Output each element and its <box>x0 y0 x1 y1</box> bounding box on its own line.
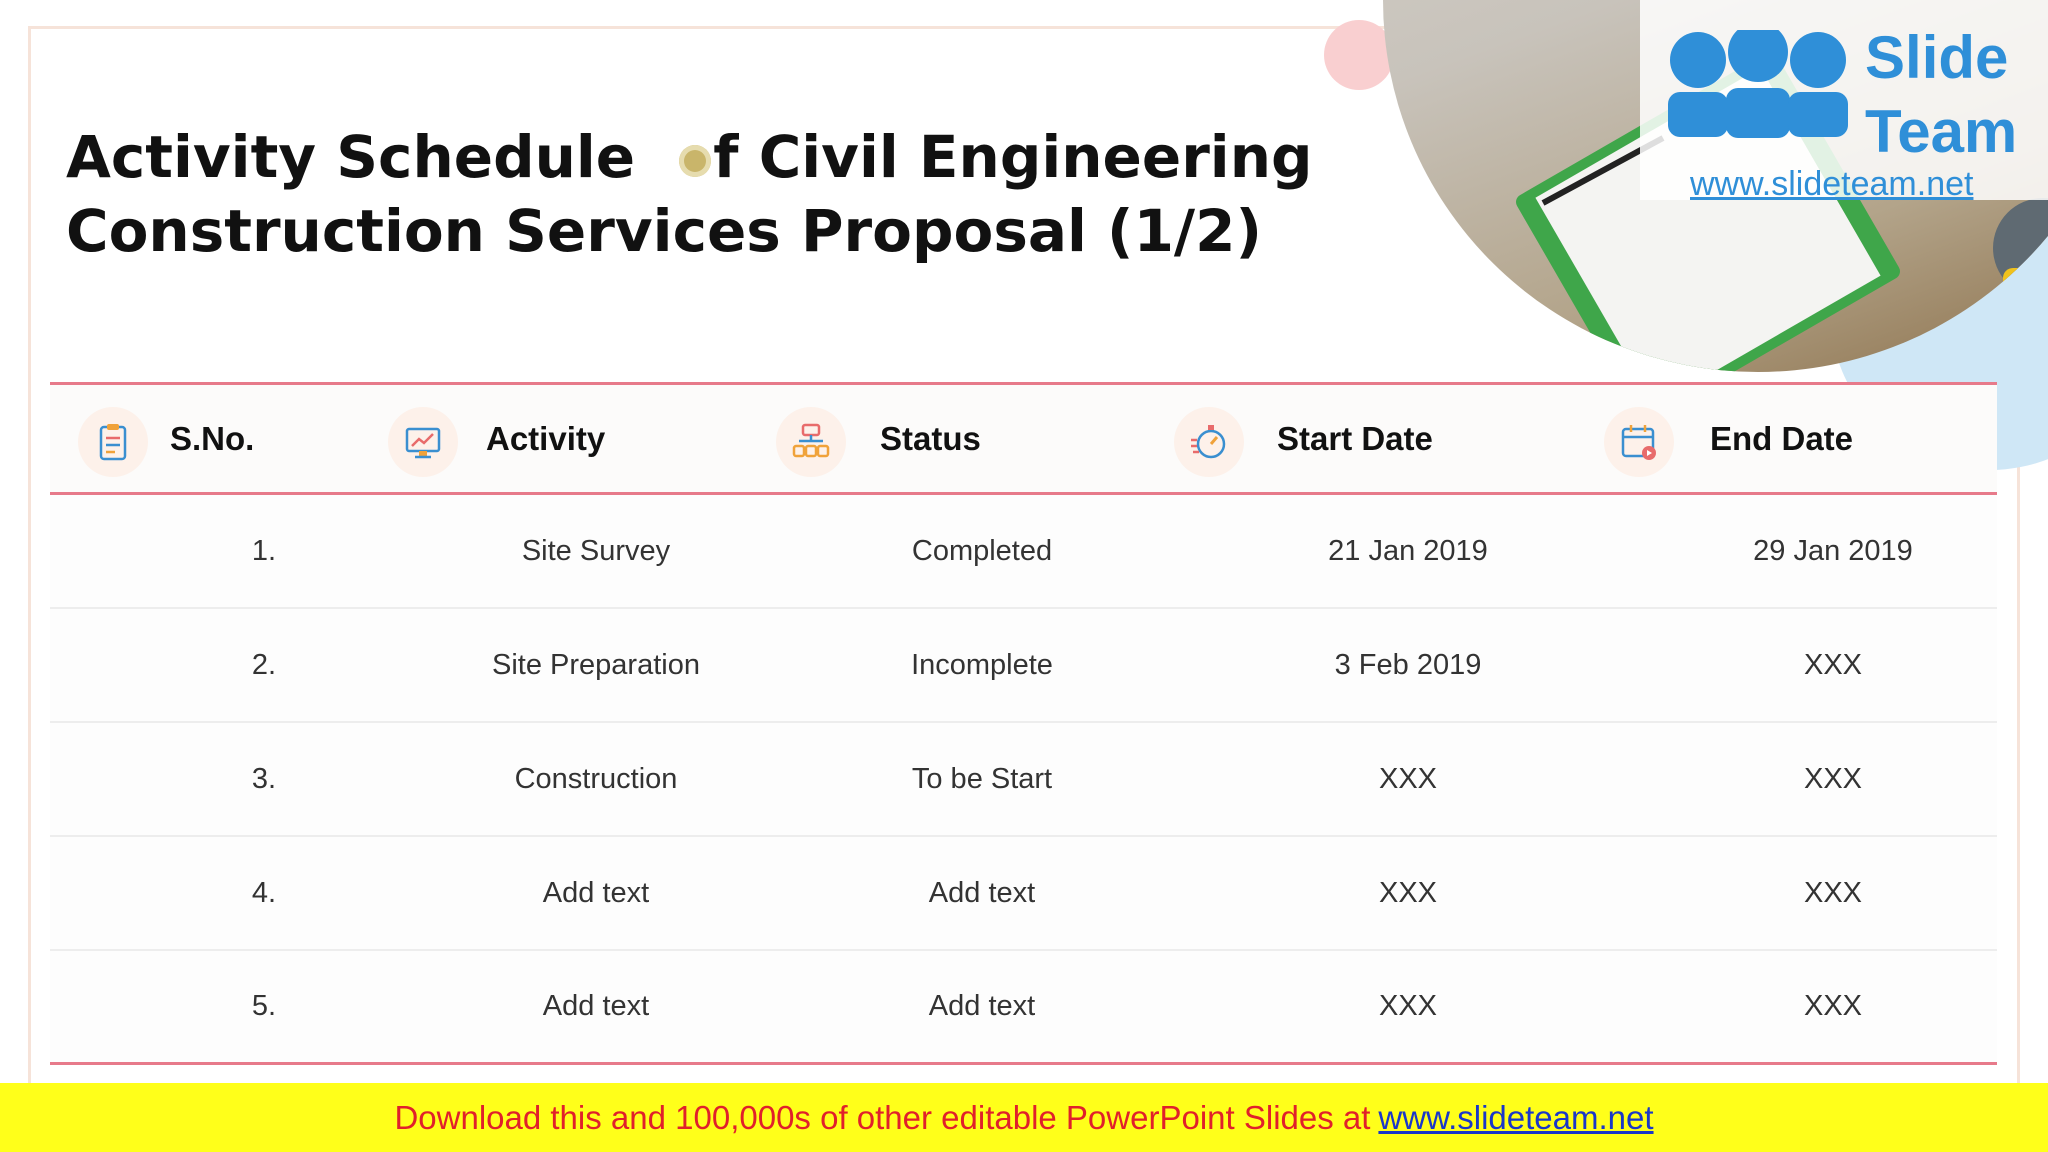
table-row <box>50 837 1997 951</box>
org-chart-icon <box>776 407 846 477</box>
table-row <box>50 609 1997 723</box>
people-logo-icon <box>1658 30 1858 140</box>
cell-status: Incomplete <box>911 648 1053 681</box>
header-sno: S.No. <box>170 419 255 457</box>
banner-text: Download this and 100,000s of other editable PowerPoint Slides at <box>394 1098 1371 1136</box>
cell-sno: 1. <box>251 534 277 567</box>
clipboard-icon <box>78 407 148 477</box>
o-letter-icon <box>679 145 711 177</box>
cell-activity: Site Preparation <box>492 648 700 681</box>
cell-status: Completed <box>911 534 1053 567</box>
cell-sno: 4. <box>251 876 277 909</box>
banner-link[interactable]: www.slideteam.net <box>1378 1098 1654 1136</box>
cell-sno: 5. <box>251 990 277 1022</box>
logo-word-slide: Slide <box>1865 24 2009 91</box>
cell-start-date: XXX <box>1378 762 1438 795</box>
title-line2: Construction Services Proposal (1/2) <box>66 197 1262 265</box>
stopwatch-icon <box>1174 407 1244 477</box>
cell-start-date: 3 Feb 2019 <box>1334 648 1482 681</box>
cell-start-date: XXX <box>1378 876 1438 909</box>
cell-start-date: XXX <box>1378 990 1438 1022</box>
table-header-row <box>50 382 1997 495</box>
table-row <box>50 951 1997 1065</box>
page-title <box>66 120 1313 268</box>
table-row <box>50 495 1997 609</box>
cell-status: Add text <box>928 990 1036 1022</box>
header-status: Status <box>880 419 981 457</box>
cell-activity: Construction <box>514 762 678 795</box>
title-part1: Activity Schedule <box>66 123 656 191</box>
monitor-chart-icon <box>388 407 458 477</box>
cell-end-date: 29 Jan 2019 <box>1753 534 1913 567</box>
cell-start-date: 21 Jan 2019 <box>1328 534 1488 567</box>
activity-schedule-table <box>50 382 1997 1065</box>
cell-activity: Add text <box>542 990 650 1022</box>
download-banner <box>0 1083 2048 1152</box>
calendar-icon <box>1604 407 1674 477</box>
cell-activity: Site Survey <box>521 534 671 567</box>
logo-url[interactable]: www.slideteam.net <box>1690 165 1974 203</box>
cell-sno: 2. <box>251 648 277 681</box>
logo-word-team: Team <box>1865 98 2018 165</box>
header-start-date: Start Date <box>1277 419 1433 457</box>
title-part2: f Civil Engineering <box>713 123 1313 191</box>
header-end-date: End Date <box>1710 419 1854 457</box>
cell-status: To be Start <box>911 762 1053 795</box>
cell-end-date: XXX <box>1803 648 1863 681</box>
cell-end-date: XXX <box>1803 990 1863 1022</box>
header-activity: Activity <box>486 419 606 457</box>
cell-end-date: XXX <box>1803 762 1863 795</box>
cell-end-date: XXX <box>1803 876 1863 909</box>
cell-activity: Add text <box>542 876 650 909</box>
table-row <box>50 723 1997 837</box>
cell-sno: 3. <box>251 762 277 795</box>
cell-status: Add text <box>928 876 1036 909</box>
